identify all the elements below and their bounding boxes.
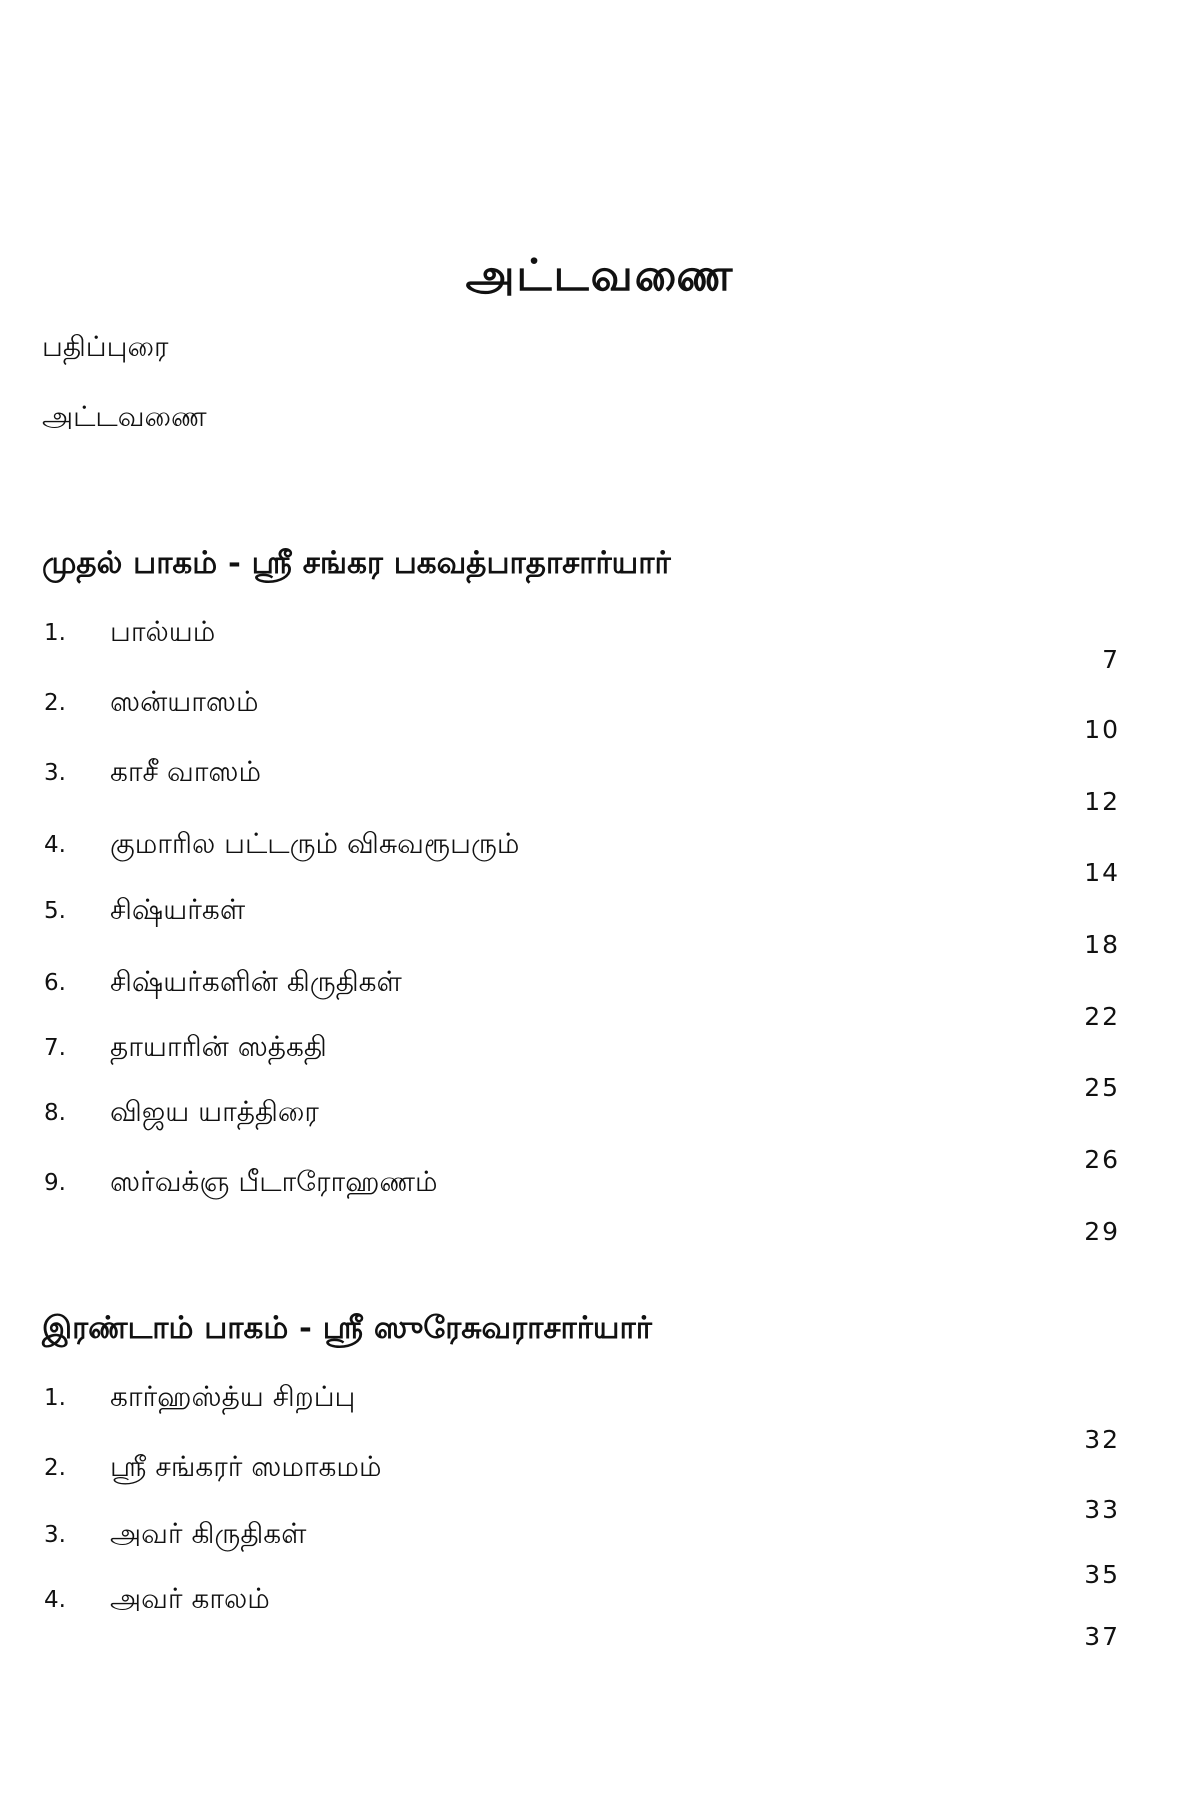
entry-number: 3.: [44, 1522, 66, 1548]
entry-title: சிஷ்யர்களின் கிருதிகள்: [110, 965, 402, 998]
entry-number: 2.: [44, 1455, 66, 1481]
entry-page-number: 22: [1084, 1002, 1120, 1031]
entry-title: கார்ஹஸ்த்ய சிறப்பு: [110, 1380, 356, 1413]
page-title: அட்டவணை: [465, 250, 735, 301]
entry-page-number: 18: [1084, 930, 1120, 959]
entry-title: தாயாரின் ஸத்கதி: [110, 1030, 327, 1063]
entry-number: 9.: [44, 1170, 66, 1196]
entry-number: 1.: [44, 620, 66, 646]
entry-title: காசீ வாஸம்: [110, 755, 261, 788]
front-matter-contents: அட்டவணை: [42, 400, 207, 433]
entry-title: பால்யம்: [110, 615, 216, 648]
entry-number: 3.: [44, 760, 66, 786]
entry-page-number: 14: [1084, 858, 1120, 887]
entry-title: ஸ்ரீ சங்கரர் ஸமாகமம்: [110, 1450, 382, 1483]
entry-title: விஜய யாத்திரை: [110, 1095, 319, 1128]
entry-number: 4.: [44, 1587, 66, 1613]
entry-title: ஸர்வக்ஞ பீடாரோஹணம்: [110, 1165, 438, 1198]
entry-title: ஸன்யாஸம்: [110, 685, 259, 718]
entry-title: அவர் காலம்: [110, 1582, 270, 1615]
entry-number: 2.: [44, 690, 66, 716]
entry-page-number: 12: [1084, 787, 1120, 816]
entry-number: 8.: [44, 1100, 66, 1126]
entry-page-number: 7: [1102, 645, 1120, 674]
entry-page-number: 29: [1084, 1217, 1120, 1246]
entry-page-number: 35: [1084, 1560, 1120, 1589]
part-1-heading: முதல் பாகம் - ஸ்ரீ சங்கர பகவத்பாதாசார்யார்: [42, 545, 671, 581]
entry-page-number: 32: [1084, 1425, 1120, 1454]
entry-page-number: 26: [1084, 1145, 1120, 1174]
entry-number: 4.: [44, 832, 66, 858]
entry-number: 7.: [44, 1035, 66, 1061]
entry-title: சிஷ்யர்கள்: [110, 893, 246, 926]
entry-title: குமாரில பட்டரும் விசுவரூபரும்: [110, 827, 520, 860]
entry-page-number: 10: [1084, 715, 1120, 744]
entry-title: அவர் கிருதிகள்: [110, 1517, 307, 1550]
entry-page-number: 37: [1084, 1622, 1120, 1651]
entry-number: 1.: [44, 1385, 66, 1411]
part-2-heading: இரண்டாம் பாகம் - ஸ்ரீ ஸுரேசுவராசார்யார்: [42, 1310, 652, 1346]
entry-number: 5.: [44, 898, 66, 924]
entry-number: 6.: [44, 970, 66, 996]
front-matter-preface: பதிப்புரை: [42, 330, 169, 363]
entry-page-number: 33: [1084, 1495, 1120, 1524]
entry-page-number: 25: [1084, 1073, 1120, 1102]
